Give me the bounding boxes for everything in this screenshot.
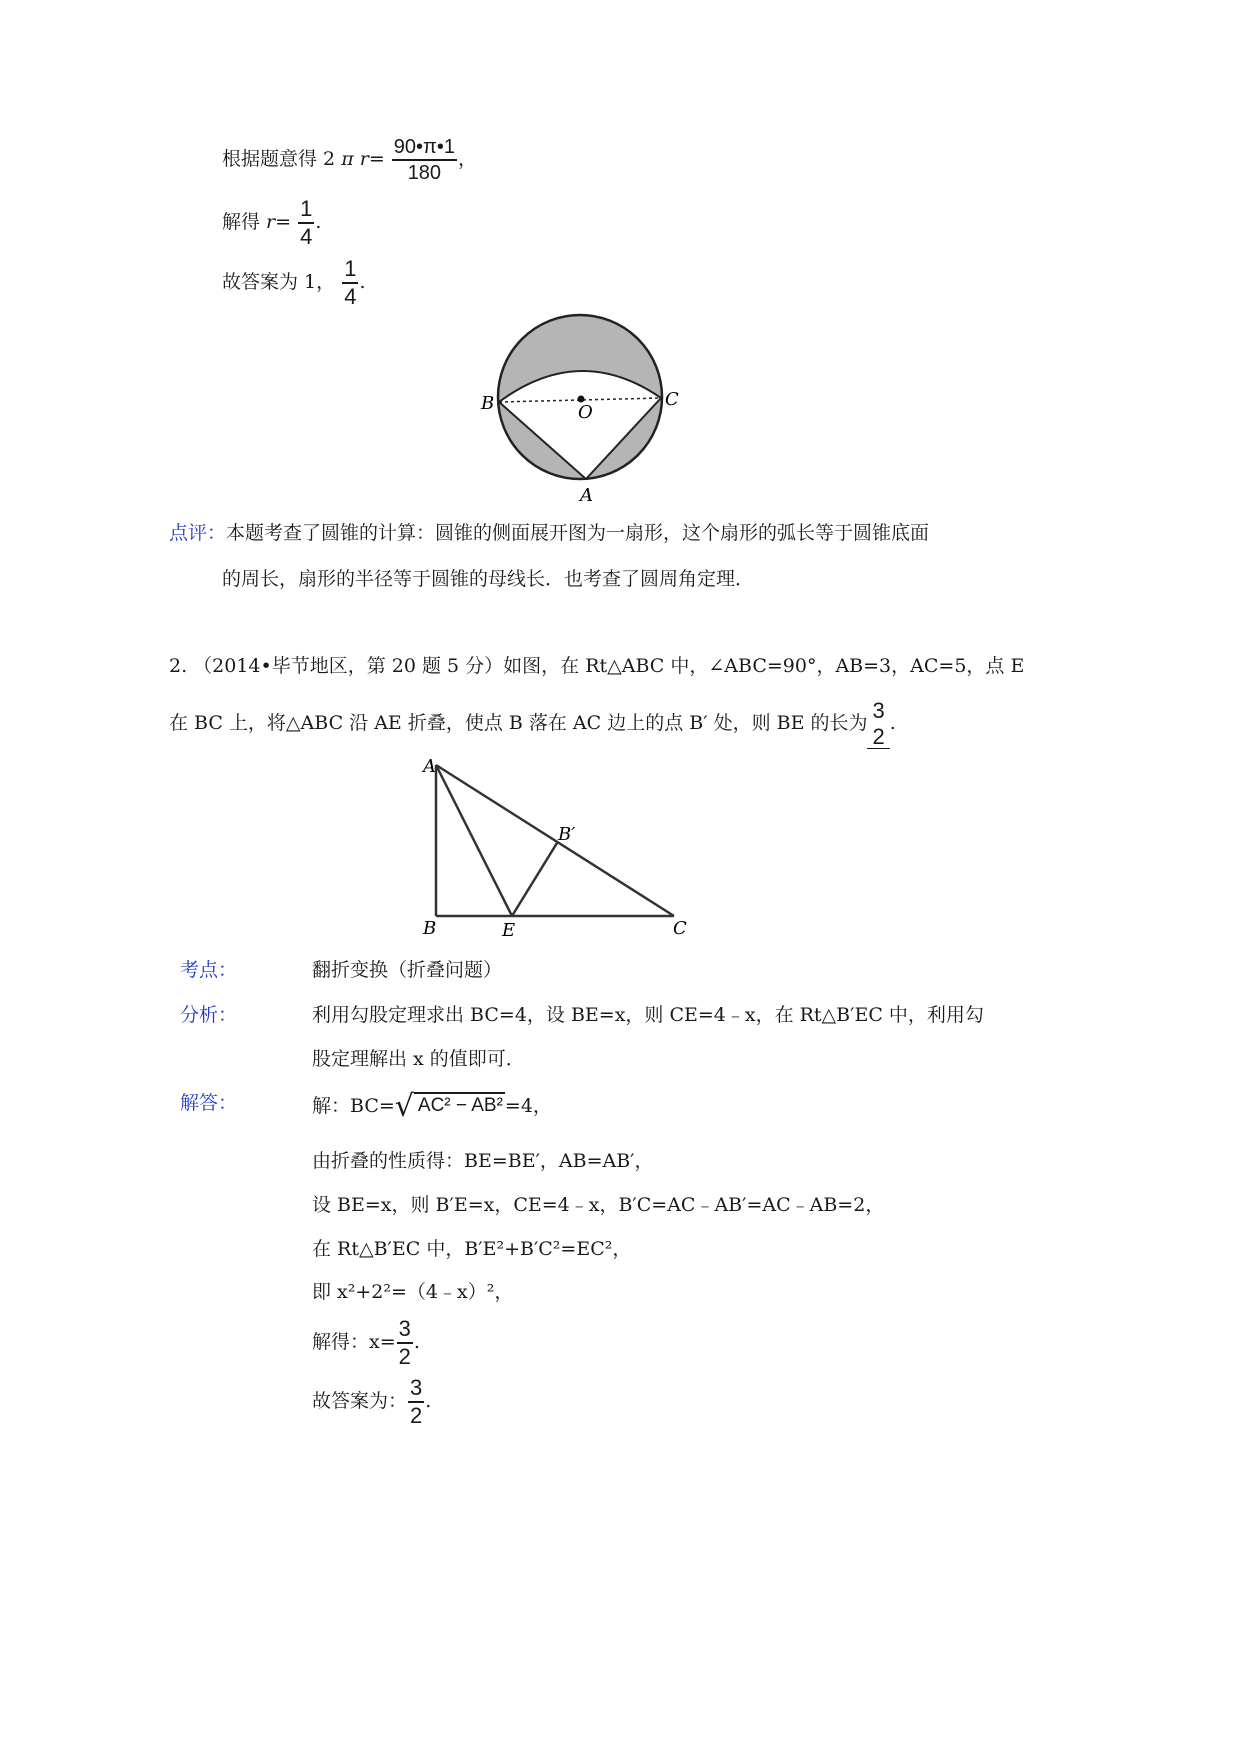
solution-step-4: 在 Rt△B′EC 中，B′E²+B′C²=EC²， — [312, 1238, 632, 1260]
fraction: $\frac{1}{4}$ — [344, 256, 357, 309]
fenxi-line-2: 股定理解出 x 的值即可． — [312, 1048, 525, 1070]
square-root: √ AC² − AB² — [394, 1089, 503, 1124]
problem-2-line-2: 在 BC 上，将△ABC 沿 AE 折叠，使点 B 落在 AC 边上的点 B′ 处，则 BE 的长为 3 2 . — [169, 698, 896, 749]
label-B-prime: B′ — [558, 824, 576, 845]
equation-line-1: 根据题意得 2 π r= $\frac{90•\pi•1}{180}$ ， — [222, 136, 477, 184]
label-C: C — [665, 389, 679, 410]
review-line-1: 点评：本题考查了圆锥的计算：圆锥的侧面展开图为一扇形，这个扇形的弧长等于圆锥底面 — [169, 522, 930, 544]
triangle-figure — [412, 752, 702, 942]
label-A: A — [580, 485, 593, 506]
radical-sign-icon: √ — [394, 1089, 414, 1124]
answer-line-1: 故答案为 1， $\frac{1}{4}$ . — [222, 256, 366, 309]
fenxi-label: 分析： — [180, 1004, 238, 1026]
solution-step-1: 解：BC=√ AC² − AB² =4， — [312, 1089, 552, 1124]
fraction: $\frac{3}{2}$ — [398, 1316, 411, 1369]
fraction: $\frac{90•\pi•1}{180}$ — [393, 136, 455, 184]
pi-symbol: π — [341, 148, 354, 170]
jieda-label: 解答： — [180, 1092, 238, 1114]
solution-step-5: 即 x²+2²=（4﹣x）²， — [312, 1281, 514, 1303]
label-C: C — [673, 918, 687, 939]
review-line-2: 的周长，扇形的半径等于圆锥的母线长．也考查了圆周角定理． — [222, 568, 755, 590]
fenxi-line-1: 利用勾股定理求出 BC=4，设 BE=x，则 CE=4﹣x，在 Rt△B′EC 中，利用勾 — [312, 1004, 984, 1026]
label-E: E — [502, 920, 516, 941]
solution-final-answer: 故答案为： $\frac{3}{2}$ . — [312, 1375, 432, 1428]
label-O: O — [578, 402, 593, 423]
solution-step-6: 解得：x= $\frac{3}{2}$ . — [312, 1316, 420, 1369]
fraction: $\frac{1}{4}$ — [300, 196, 313, 249]
problem-2-line-1: 2. （2014•毕节地区，第 20 题 5 分）如图，在 Rt△ABC 中，∠ABC=90°，AB=3，AC=5，点 E — [169, 655, 1025, 677]
fraction: $\frac{3}{2}$ — [410, 1375, 423, 1428]
review-label: 点评： — [169, 522, 227, 544]
circle-figure — [470, 312, 700, 512]
kaodian-text: 翻折变换（折叠问题） — [312, 959, 503, 981]
answer-blank — [867, 700, 889, 749]
solution-step-2: 由折叠的性质得：BE=BE′，AB=AB′， — [312, 1150, 654, 1172]
fraction: 3 2 — [872, 698, 885, 749]
solution-step-3: 设 BE=x，则 B′E=x，CE=4﹣x，B′C=AC﹣AB′=AC﹣AB=2， — [312, 1194, 885, 1216]
label-B: B — [423, 918, 437, 939]
label-A: A — [423, 756, 436, 777]
kaodian-label: 考点： — [180, 959, 238, 981]
equation-line-2: 解得 r= $\frac{1}{4}$ . — [222, 196, 322, 249]
label-B: B — [481, 393, 495, 414]
